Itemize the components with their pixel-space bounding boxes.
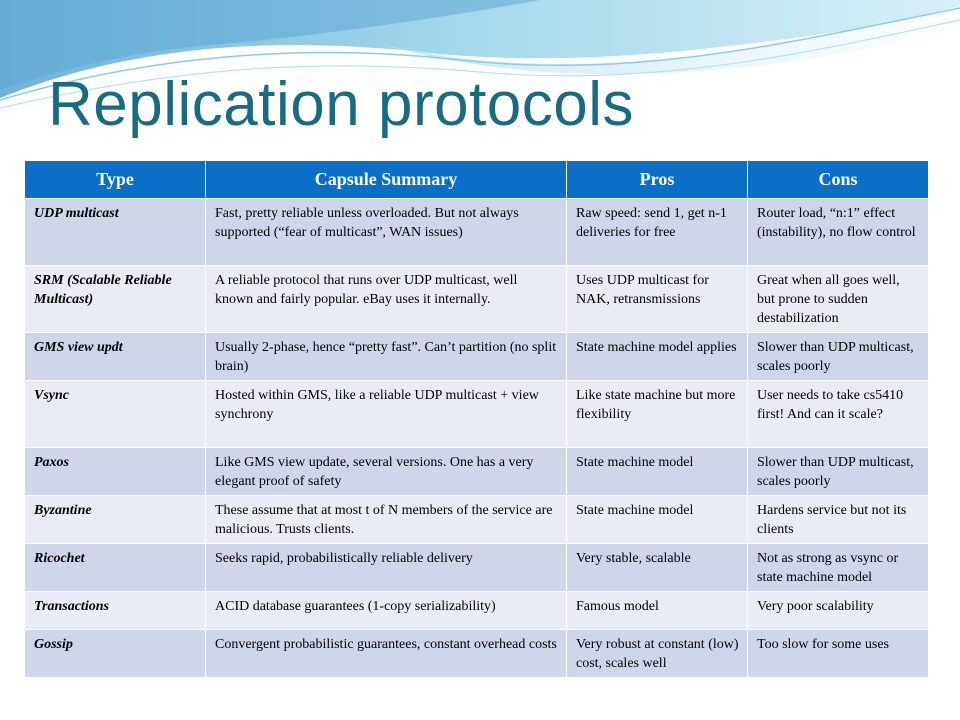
cell-type: SRM (Scalable Reliable Multicast) <box>25 266 206 333</box>
cell-cons: Great when all goes well, but prone to sudden destabilization <box>748 266 929 333</box>
cell-cons: Slower than UDP multicast, scales poorly <box>748 448 929 496</box>
slide-title: Replication protocols <box>48 70 635 139</box>
cell-pros: Like state machine but more flexibility <box>567 381 748 448</box>
cell-pros: Very stable, scalable <box>567 544 748 592</box>
header-type: Type <box>25 161 206 199</box>
cell-pros: State machine model <box>567 496 748 544</box>
table-row <box>25 333 929 381</box>
cell-type: Byzantine <box>25 496 206 544</box>
cell-cons: Hardens service but not its clients <box>748 496 929 544</box>
cell-summary: A reliable protocol that runs over UDP multicast, well known and fairly popular. eBay uses it internally. <box>206 266 567 333</box>
table-row <box>25 592 929 630</box>
table-row <box>25 266 929 333</box>
cell-type: Ricochet <box>25 544 206 592</box>
cell-pros: Raw speed: send 1, get n-1 deliveries for free <box>567 199 748 266</box>
cell-cons: Router load, “n:1” effect (instability), no flow control <box>748 199 929 266</box>
table-header-row <box>25 161 929 199</box>
table-row <box>25 544 929 592</box>
cell-summary: Usually 2-phase, hence “pretty fast”. Can’t partition (no split brain) <box>206 333 567 381</box>
cell-cons: Not as strong as vsync or state machine model <box>748 544 929 592</box>
protocols-table <box>24 160 929 678</box>
cell-summary: Fast, pretty reliable unless overloaded. But not always supported (“fear of multicast”, WAN issues) <box>206 199 567 266</box>
cell-cons: Very poor scalability <box>748 592 929 630</box>
cell-type: GMS view updt <box>25 333 206 381</box>
cell-pros: Famous model <box>567 592 748 630</box>
table-row <box>25 496 929 544</box>
cell-type: Paxos <box>25 448 206 496</box>
cell-summary: ACID database guarantees (1-copy serializability) <box>206 592 567 630</box>
header-pros: Pros <box>567 161 748 199</box>
cell-type: Vsync <box>25 381 206 448</box>
cell-summary: Convergent probabilistic guarantees, constant overhead costs <box>206 630 567 678</box>
table-row <box>25 381 929 448</box>
cell-summary: These assume that at most t of N members of the service are malicious. Trusts clients. <box>206 496 567 544</box>
table-row <box>25 630 929 678</box>
cell-type: Gossip <box>25 630 206 678</box>
cell-pros: Very robust at constant (low) cost, scales well <box>567 630 748 678</box>
cell-cons: User needs to take cs5410 first! And can it scale? <box>748 381 929 448</box>
table-row <box>25 448 929 496</box>
cell-summary: Seeks rapid, probabilistically reliable delivery <box>206 544 567 592</box>
cell-summary: Like GMS view update, several versions. One has a very elegant proof of safety <box>206 448 567 496</box>
cell-type: Transactions <box>25 592 206 630</box>
cell-type: UDP multicast <box>25 199 206 266</box>
table-row <box>25 199 929 266</box>
cell-cons: Slower than UDP multicast, scales poorly <box>748 333 929 381</box>
cell-cons: Too slow for some uses <box>748 630 929 678</box>
cell-summary: Hosted within GMS, like a reliable UDP multicast + view synchrony <box>206 381 567 448</box>
header-capsule-summary: Capsule Summary <box>206 161 567 199</box>
cell-pros: Uses UDP multicast for NAK, retransmissions <box>567 266 748 333</box>
cell-pros: State machine model <box>567 448 748 496</box>
cell-pros: State machine model applies <box>567 333 748 381</box>
header-cons: Cons <box>748 161 929 199</box>
